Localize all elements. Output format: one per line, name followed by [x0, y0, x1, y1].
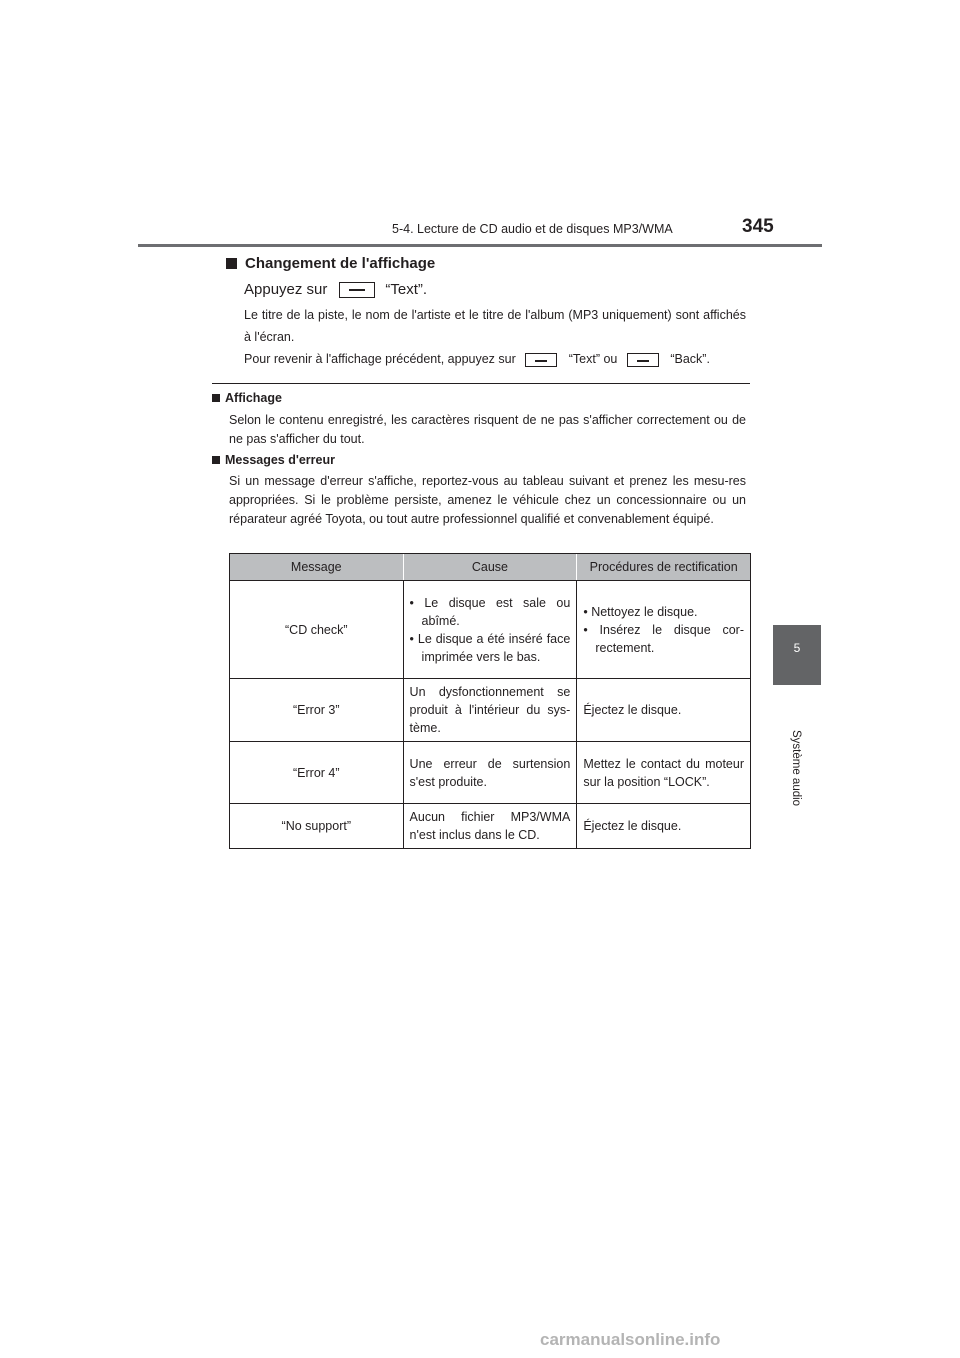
bullet-text: Le disque est sale ou abîmé.	[421, 595, 571, 628]
bullet-text: Insérez le disque cor-rectement.	[595, 622, 744, 655]
cause-cell: Un dysfonctionnement se produit à l'intérieur du sys-tème.	[403, 679, 577, 742]
return-instruction	[244, 348, 746, 370]
chapter-number: 5	[793, 641, 801, 655]
header-rule	[138, 244, 822, 247]
column-header: Cause	[403, 554, 577, 581]
note-heading-text: Messages d'erreur	[225, 453, 335, 467]
bullet-item: • Le disque a été inséré face imprimée vers le bas.	[409, 631, 571, 664]
main-heading	[226, 255, 435, 272]
fix-cell: Éjectez le disque.	[577, 804, 751, 849]
table-row	[230, 742, 751, 804]
steering-switch-icon	[339, 282, 375, 298]
note-heading	[212, 391, 282, 405]
step-text-before: Appuyez sur	[244, 281, 328, 298]
section-divider	[212, 383, 750, 384]
error-table	[229, 553, 751, 849]
message-cell: “CD check”	[230, 581, 404, 679]
step-text-after: “Text”.	[385, 281, 428, 298]
return-text-after: “Back”.	[670, 352, 710, 366]
steering-switch-icon	[525, 353, 557, 367]
table-row	[230, 804, 751, 849]
cause-cell	[403, 581, 577, 679]
bullet-text: Le disque a été inséré face imprimée vers le bas.	[417, 631, 571, 664]
page-number: 345	[742, 216, 774, 237]
square-bullet-icon	[212, 394, 220, 402]
fix-cell: Mettez le contact du moteur sur la position “LOCK”.	[577, 742, 751, 804]
chapter-label: Système audio	[790, 730, 802, 807]
table-row	[230, 581, 751, 679]
note-heading	[212, 453, 335, 467]
chapter-tab	[773, 625, 821, 685]
column-header: Procédures de rectification	[577, 554, 751, 581]
watermark: carmanualsonline.info	[540, 1330, 721, 1349]
message-cell: “Error 3”	[230, 679, 404, 742]
square-bullet-icon	[212, 456, 220, 464]
bullet-item: • Le disque est sale ou abîmé.	[409, 595, 571, 628]
table-row	[230, 679, 751, 742]
instruction-step	[244, 281, 427, 298]
note-heading-text: Affichage	[225, 391, 282, 405]
bullet-item: • Nettoyez le disque.	[583, 604, 698, 619]
cause-cell: Aucun fichier MP3/WMA n'est inclus dans le CD.	[403, 804, 577, 849]
message-cell: “Error 4”	[230, 742, 404, 804]
fix-cell: Éjectez le disque.	[577, 679, 751, 742]
steering-switch-icon	[627, 353, 659, 367]
note-text: Si un message d'erreur s'affiche, reportez-vous au tableau suivant et prenez les mesu-res appropriées. Si le problème persiste, amenez le véhicule chez un concessionnaire ou un réparateur agréé Toyota, ou tout autre professionnel qualifié et convenablement équipé.	[229, 474, 746, 526]
step-description: Le titre de la piste, le nom de l'artiste et le titre de l'album (MP3 uniquement) sont affichés à l'écran.	[244, 308, 746, 344]
bullet-text: Nettoyez le disque.	[591, 604, 698, 619]
message-cell: “No support”	[230, 804, 404, 849]
return-text-middle: “Text” ou	[568, 352, 618, 366]
bullet-item: • Insérez le disque cor-rectement.	[583, 622, 744, 655]
main-heading-text: Changement de l'affichage	[245, 255, 436, 272]
cause-cell: Une erreur de surtension s'est produite.	[403, 742, 577, 804]
note-text: Selon le contenu enregistré, les caractères risquent de ne pas s'afficher correctement ou de ne pas s'afficher du tout.	[229, 413, 746, 446]
return-text-before: Pour revenir à l'affichage précédent, appuyez sur	[244, 352, 516, 366]
column-header: Message	[230, 554, 404, 581]
square-bullet-icon	[226, 258, 237, 269]
table-header-row	[230, 554, 751, 581]
fix-cell	[577, 581, 751, 679]
section-title: 5-4. Lecture de CD audio et de disques MP3/WMA	[392, 222, 673, 236]
